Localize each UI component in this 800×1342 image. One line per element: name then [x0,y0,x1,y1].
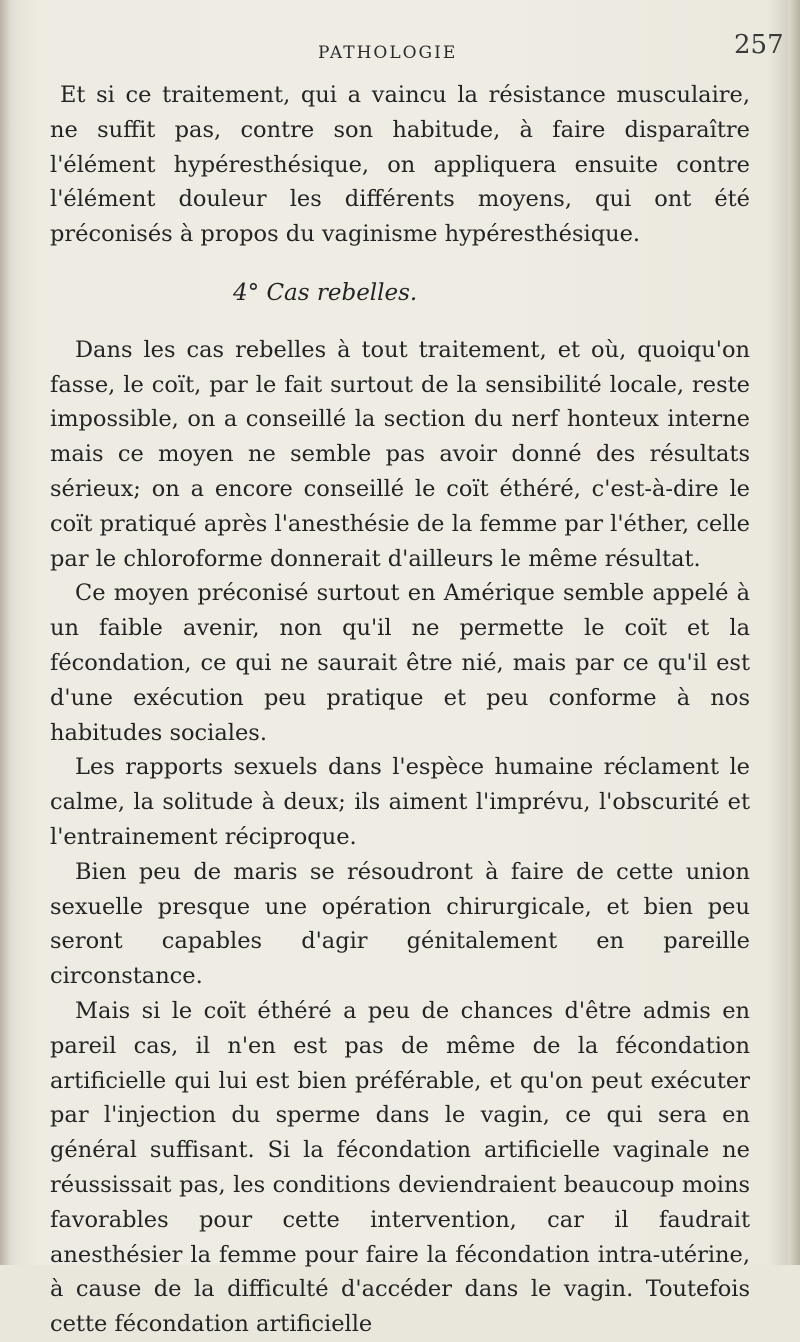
page-number: 257 [734,30,784,60]
paragraph-treatment-continuation: Et si ce traitement, qui a vaincu la résistance musculaire, ne suffit pas, contre son habitude, à faire disparaître l'élément hypéresthésique, on appliquera ensuite contre l'élément douleur les différents moyens, qui ont été préconisés à propos du vaginisme hypéresthésique. [50,82,750,248]
paragraph-fecondation-artificielle: Mais si le coït éthéré a peu de chances d'être admis en pareil cas, il n'en est pas de même de la fécondation artificielle qui lui est bien préférable, et qu'on peut exécuter par l'injection du sperme dans le vagin, ce qui sera en général suffisant. Si la fécondation artificielle vaginale ne réussissait pas, les conditions deviendraient beaucoup moins favorables pour cette intervention, car il faudrait anesthésier la femme pour faire la fécondation intra-utérine, à cause de la difficulté d'accéder dans le vagin. Toutefois cette fécondation artificielle [50,997,750,1338]
running-head-title: PATHOLOGIE [318,43,458,63]
page-right-edge-shadow [788,0,800,1265]
paragraph-cas-rebelles: Dans les cas rebelles à tout traitement, et où, quoiqu'on fasse, le coït, par le fait surtout de la sensibilité locale, reste impossible, on a conseillé la section du nerf honteux interne mais ce moyen ne semble pas avoir donné des résultats sérieux; on a encore conseillé le coït éthéré, c'est-à-dire le coït pratiqué après l'anesthésie de la femme par l'éther, celle par le chloroforme donnerait d'ailleurs le même résultat. [50,336,750,572]
section-heading-cas-rebelles: 4° Cas rebelles. [233,279,418,306]
page-left-edge-shadow [0,0,10,1265]
running-header [0,30,800,70]
paragraph-rapports-sexuels: Les rapports sexuels dans l'espèce humaine réclament le calme, la solitude à deux; ils aiment l'imprévu, l'obscurité et l'entrainement réciproque. [50,754,750,850]
body-text [50,78,750,1342]
paragraph-bien-peu-de-maris: Bien peu de maris se résoudront à faire de cette union sexuelle presque une opération chirurgicale, et bien peu seront capables d'agir génitalement en pareille circonstance. [50,858,750,990]
paragraph-moyen-preconise: Ce moyen préconisé surtout en Amérique semble appelé à un faible avenir, non qu'il ne permette le coït et la fécondation, ce qui ne saurait être nié, mais par ce qu'il est d'une exécution peu pratique et peu conforme à nos habitudes sociales. [50,580,750,746]
